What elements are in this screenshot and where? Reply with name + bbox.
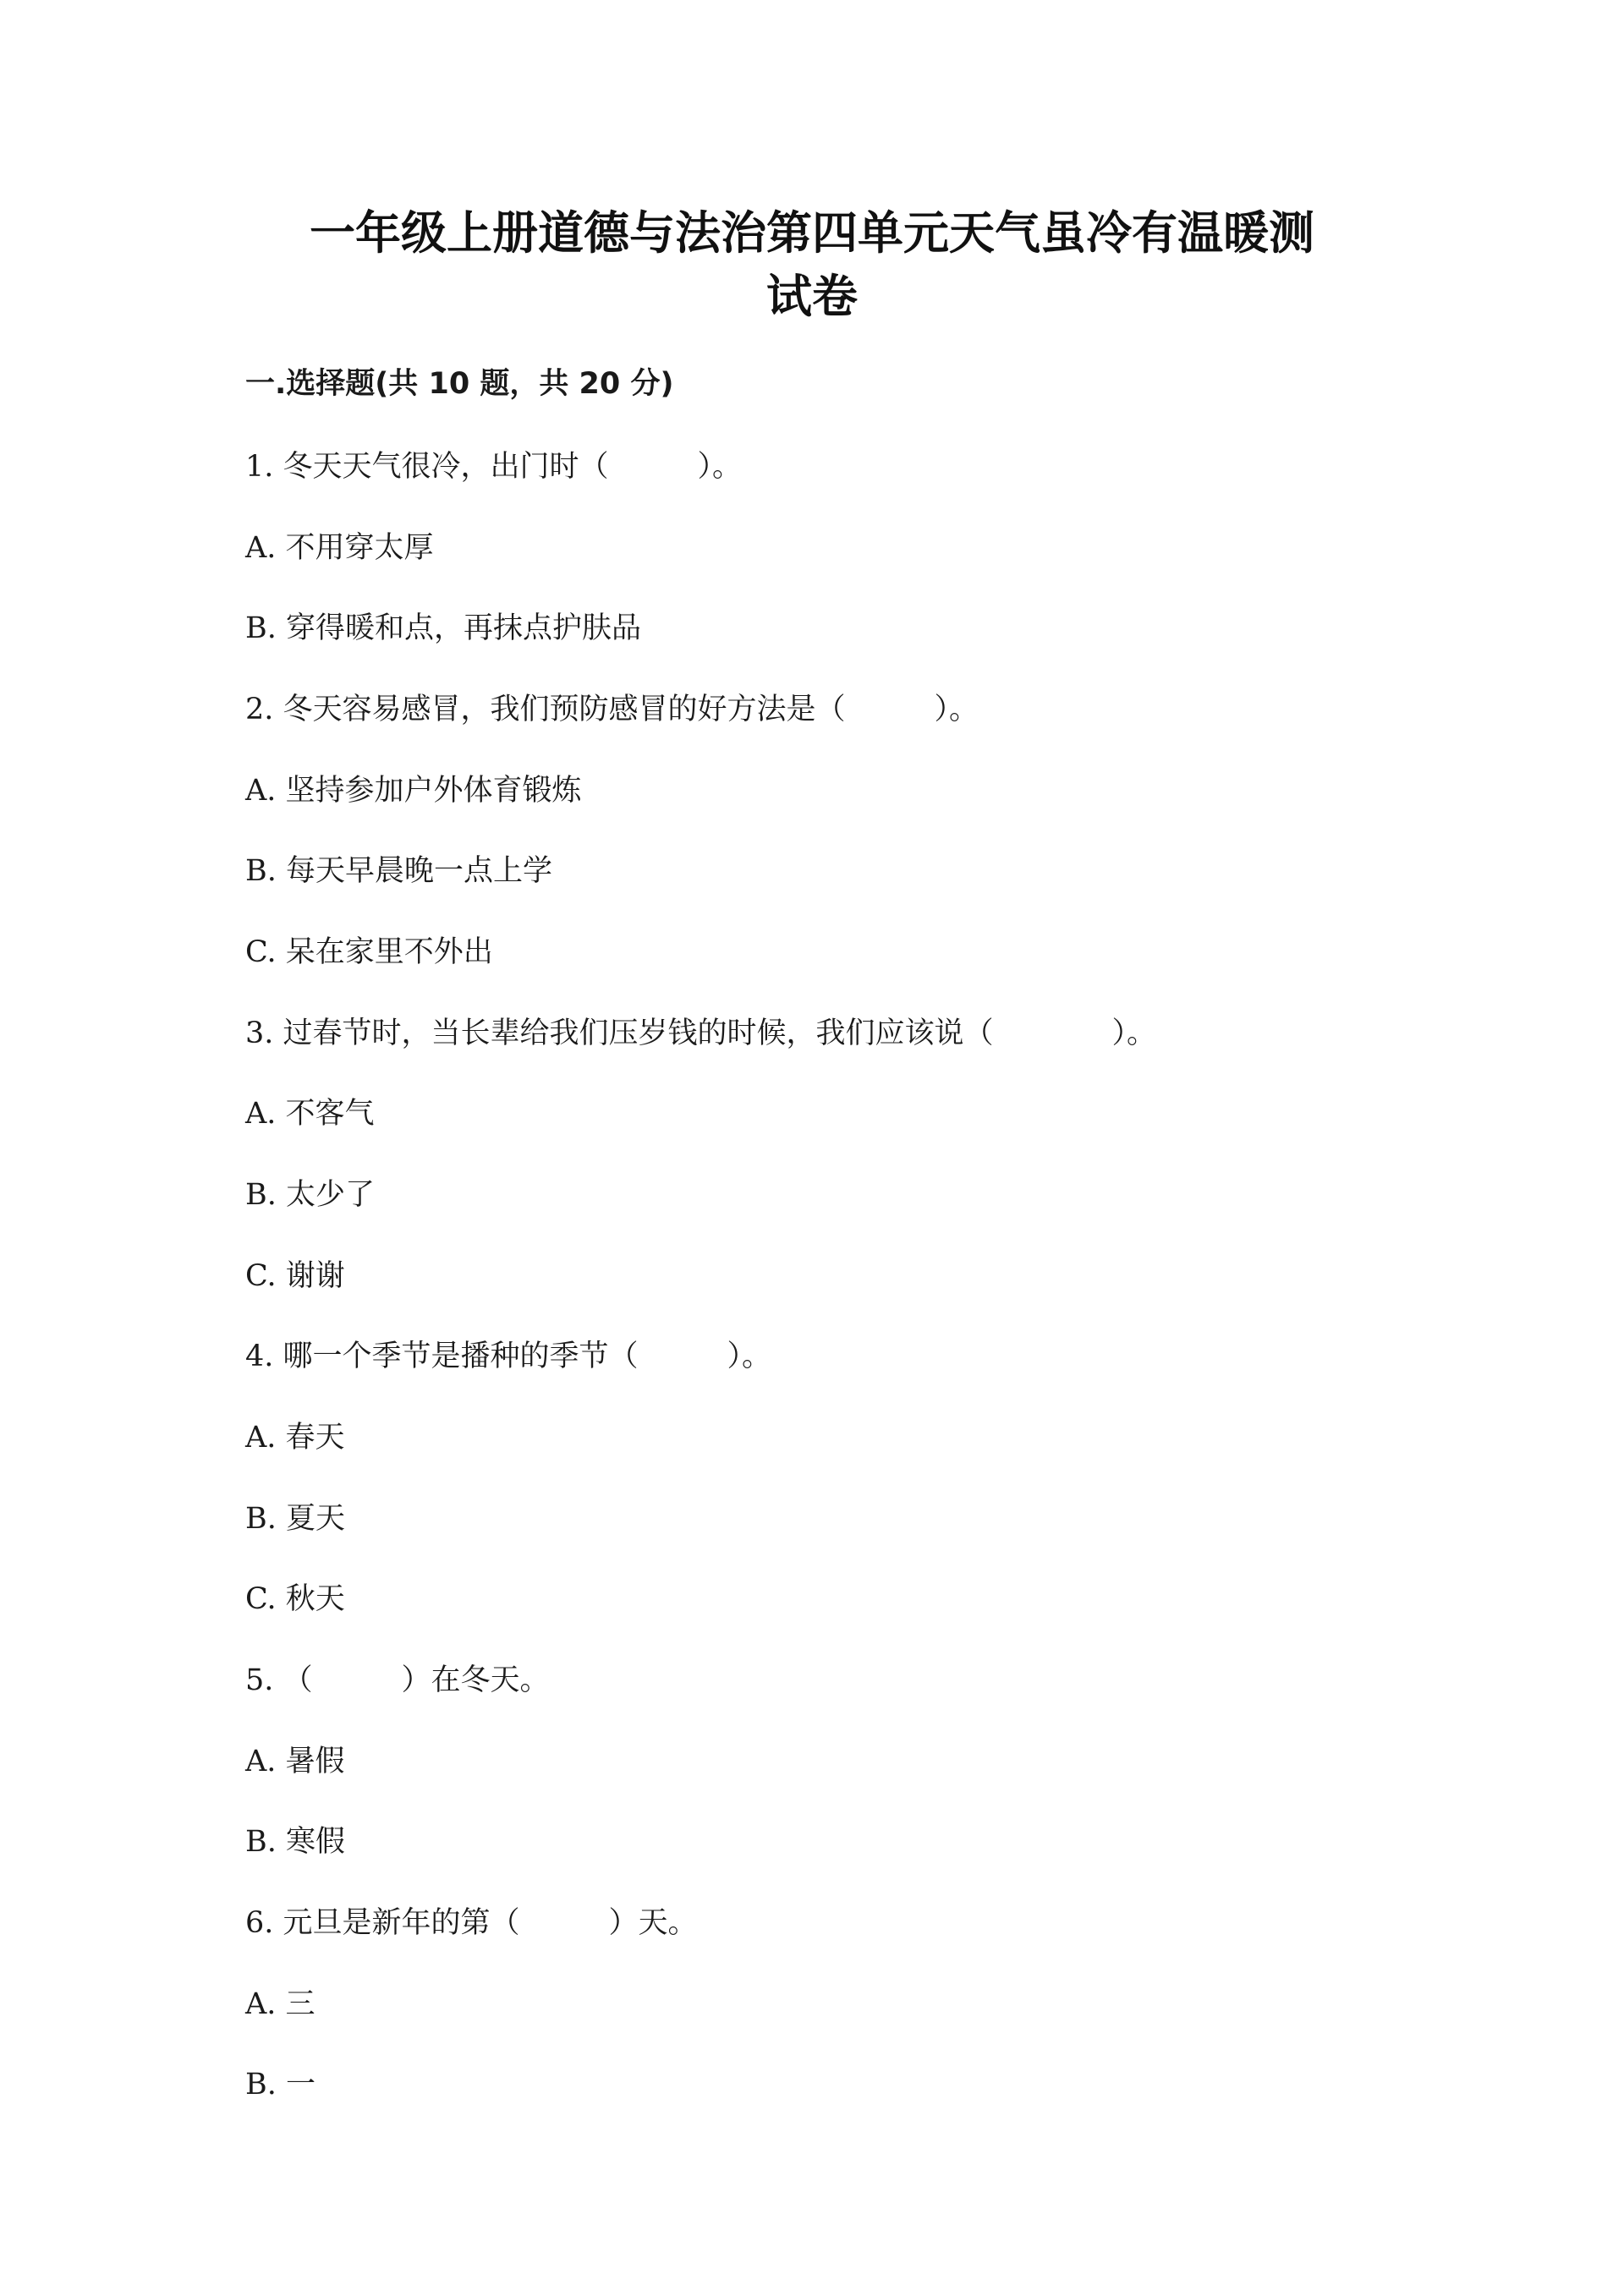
question-4-stem: 4. 哪一个季节是播种的季节（ ）。 xyxy=(245,1340,772,1373)
question-3-stem: 3. 过春节时，当长辈给我们压岁钱的时候，我们应该说（ ）。 xyxy=(245,1016,1157,1050)
question-3-option-a: A. 不客气 xyxy=(245,1097,375,1131)
section-heading: 一.选择题(共 10 题，共 20 分) xyxy=(245,367,674,401)
question-1-stem: 1. 冬天天气很冷，出门时（ ）。 xyxy=(245,450,743,484)
question-3-option-c: C. 谢谢 xyxy=(245,1259,345,1293)
question-2-stem: 2. 冬天容易感冒，我们预防感冒的好方法是（ ）。 xyxy=(245,693,979,726)
page-title: 一年级上册道德与法治第四单元天气虽冷有温暖测 xyxy=(310,206,1314,260)
question-1-option-a: A. 不用穿太厚 xyxy=(245,531,434,565)
question-6-option-b: B. 一 xyxy=(245,2068,315,2101)
question-5-option-b: B. 寒假 xyxy=(245,1825,345,1859)
question-5-stem: 5. （ ）在冬天。 xyxy=(245,1663,550,1697)
question-6-option-a: A. 三 xyxy=(245,1987,315,2021)
question-5-option-a: A. 暑假 xyxy=(245,1745,345,1778)
question-3-option-b: B. 太少了 xyxy=(245,1178,375,1212)
page-title-continued: 试卷 xyxy=(766,270,858,323)
question-1-option-b: B. 穿得暖和点，再抹点护肤品 xyxy=(245,611,641,645)
question-4-option-a: A. 春天 xyxy=(245,1421,345,1455)
question-2-option-b: B. 每天早晨晚一点上学 xyxy=(245,854,552,888)
question-6-stem: 6. 元旦是新年的第（ ）天。 xyxy=(245,1906,698,1940)
question-4-option-b: B. 夏天 xyxy=(245,1502,345,1536)
question-2-option-c: C. 呆在家里不外出 xyxy=(245,935,493,969)
question-2-option-a: A. 坚持参加户外体育锻炼 xyxy=(245,774,582,808)
question-4-option-c: C. 秋天 xyxy=(245,1582,345,1616)
